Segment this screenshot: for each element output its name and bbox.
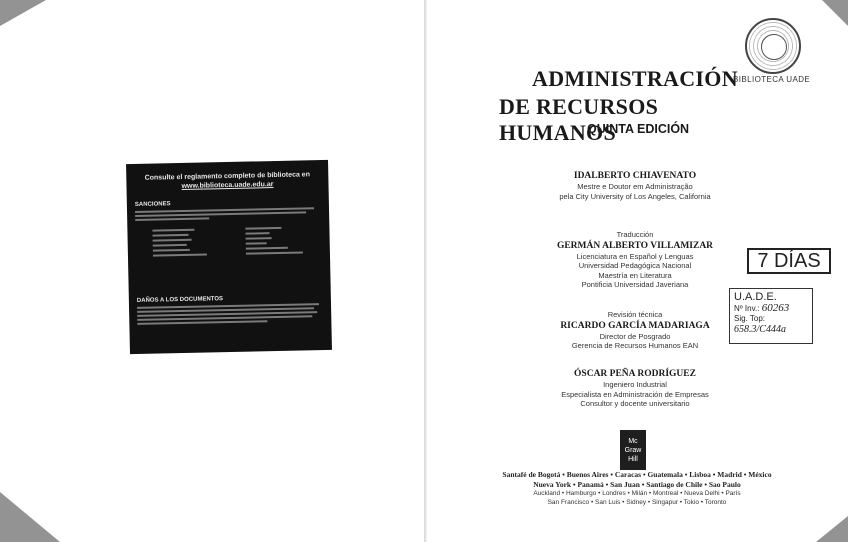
- cities-line: Nueva York • Panamá • San Juan • Santiago de Chile • Sao Paulo: [533, 479, 741, 489]
- book-title-line2: DE RECURSOS HUMANOS: [499, 94, 659, 145]
- inventory-stamp: [729, 288, 813, 344]
- contributor-credential: Especialista en Administración de Empresas: [561, 389, 709, 399]
- contributor-name: ÓSCAR PEÑA RODRÍGUEZ: [574, 369, 696, 379]
- logo-text: Graw: [624, 446, 642, 454]
- translator-credential: Maestría en Literatura: [598, 270, 672, 280]
- rules-heading: Consulte el reglamento completo de biblioteca en: [144, 171, 311, 182]
- author-block: [485, 170, 785, 201]
- scan-shadow: [0, 0, 46, 26]
- cities-line: Auckland • Hamburgo • Londres • Milán • Montreal • Nueva Delhi • París: [533, 490, 741, 497]
- reviewer-credential: Gerencia de Recursos Humanos EAN: [571, 341, 699, 350]
- translator-credential: Universidad Pedagógica Nacional: [578, 261, 692, 270]
- signature-value: 658.3/C444a: [734, 324, 786, 335]
- inventory-label: Nº Inv.:: [734, 304, 760, 313]
- loan-period-stamp: 7 DÍAS: [747, 248, 831, 274]
- publisher-cities: [467, 470, 807, 507]
- inventory-number: 60263: [761, 302, 790, 314]
- contributor-credential: Ingeniero Industrial: [603, 380, 667, 389]
- cities-line: Santafé de Bogotá • Buenos Aires • Caracas • Guatemala • Lisboa • Madrid • México: [502, 470, 772, 479]
- scan-shadow: [0, 492, 60, 542]
- author-name: IDALBERTO CHIAVENATO: [573, 171, 697, 181]
- library-stamp: BIBLIOTECA UADE: [733, 75, 811, 84]
- reviewer-role: Revisión técnica: [607, 310, 663, 319]
- translator-credential: Licenciatura en Español y Lenguas: [576, 251, 694, 261]
- cities-line: San Francisco • San Luis • Sidney • Singapur • Tokio • Toronto: [547, 499, 727, 506]
- logo-text: Mc: [628, 437, 638, 445]
- title-page: [427, 0, 848, 542]
- contributor-credential: Consultor y docente universitario: [580, 399, 690, 408]
- rules-section-danos: DAÑOS A LOS DOCUMENTOS: [136, 296, 224, 304]
- translator-credential: Pontificia Universidad Javeriana: [581, 280, 689, 289]
- reviewer-name: RICARDO GARCÍA MADARIAGA: [560, 320, 710, 331]
- signature-label: Sig. Top:: [734, 314, 765, 323]
- reviewer-credential: Director de Posgrado: [599, 331, 671, 341]
- library-seal-icon: [745, 18, 801, 74]
- translator-name: GERMÁN ALBERTO VILLAMIZAR: [556, 240, 714, 251]
- rules-url: www.biblioteca.uade.edu.ar: [181, 181, 274, 190]
- edition: QUINTA EDICIÓN: [587, 122, 690, 136]
- library-rules-label: [126, 160, 332, 354]
- author-credential: Mestre e Doutor em Administração: [577, 182, 693, 191]
- illegible-table: [135, 223, 322, 260]
- rules-section-sanciones: SANCIONES: [134, 201, 171, 208]
- contributor-block: [485, 368, 785, 409]
- book-title-line1: ADMINISTRACIÓN: [532, 66, 738, 91]
- translator-block: [485, 230, 785, 290]
- logo-text: Hill: [628, 455, 638, 463]
- author-credential: pela City University of Los Angeles, California: [559, 191, 711, 201]
- illegible-text: [135, 207, 321, 221]
- inventory-org: U.A.D.E.: [734, 291, 777, 303]
- publisher-logo: [620, 430, 646, 470]
- translator-role: Traducción: [616, 230, 654, 239]
- illegible-text: [137, 303, 323, 325]
